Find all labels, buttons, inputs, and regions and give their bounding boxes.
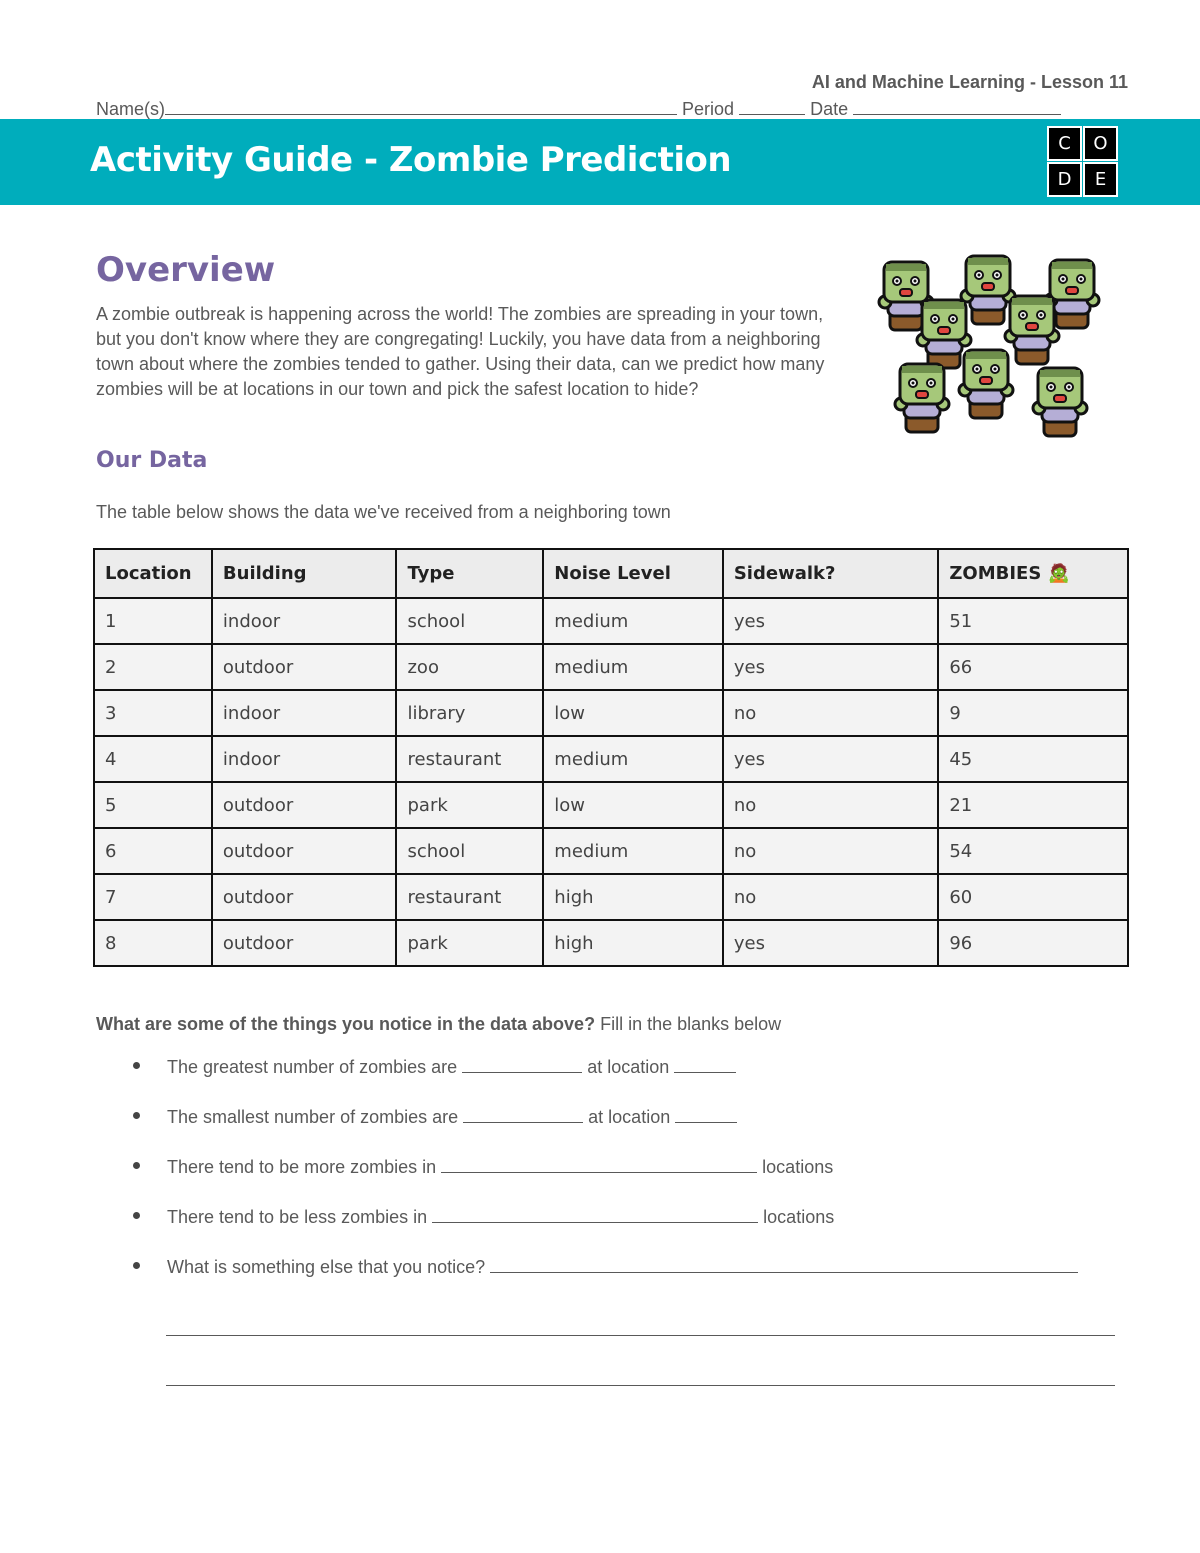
answer-blank[interactable] (441, 1154, 757, 1173)
cell-location: 4 (94, 736, 212, 782)
cell-sidewalk: yes (723, 644, 939, 690)
cell-zombies: 51 (938, 598, 1128, 644)
table-row (94, 690, 1128, 736)
logo-letter: E (1083, 162, 1118, 197)
bullet-icon (133, 1262, 140, 1269)
cell-location: 2 (94, 644, 212, 690)
cell-zombies: 54 (938, 828, 1128, 874)
header-zombies: ZOMBIES 🧟 (938, 549, 1128, 598)
cell-type: school (396, 598, 543, 644)
cell-zombies: 21 (938, 782, 1128, 828)
cell-zombies: 60 (938, 874, 1128, 920)
logo-letter: O (1083, 126, 1118, 161)
cell-location: 7 (94, 874, 212, 920)
cell-building: indoor (212, 598, 397, 644)
cell-sidewalk: no (723, 690, 939, 736)
bullet-icon (133, 1162, 140, 1169)
cell-building: outdoor (212, 644, 397, 690)
fill-text-b: at location (587, 1057, 670, 1077)
zombie-crowd-illustration (872, 250, 1104, 465)
answer-blank[interactable] (675, 1104, 737, 1123)
cell-type: zoo (396, 644, 543, 690)
answer-blank[interactable] (674, 1054, 736, 1073)
fill-text-b: locations (762, 1157, 834, 1177)
cell-location: 6 (94, 828, 212, 874)
overview-heading: Overview (96, 250, 276, 290)
fill-text-a: The greatest number of zombies are (167, 1057, 458, 1077)
cell-building: indoor (212, 690, 397, 736)
table-row (94, 598, 1128, 644)
list-item (130, 1204, 1078, 1254)
logo-letter: C (1047, 126, 1082, 161)
cell-sidewalk: no (723, 874, 939, 920)
list-item (130, 1054, 1078, 1104)
zombie-data-table (93, 548, 1129, 967)
table-row (94, 782, 1128, 828)
period-field[interactable] (739, 96, 805, 115)
fill-text-a: There tend to be less zombies in (167, 1207, 428, 1227)
table-row (94, 644, 1128, 690)
cell-type: restaurant (396, 736, 543, 782)
list-item (130, 1254, 1078, 1304)
page-title: Activity Guide - Zombie Prediction (90, 140, 732, 180)
lesson-label: AI and Machine Learning - Lesson 11 (811, 72, 1128, 92)
fill-text-b: locations (763, 1207, 835, 1227)
table-row (94, 828, 1128, 874)
bullet-icon (133, 1112, 140, 1119)
answer-line[interactable] (166, 1385, 1115, 1386)
answer-blank[interactable] (432, 1204, 758, 1223)
cell-zombies: 66 (938, 644, 1128, 690)
cell-zombies: 9 (938, 690, 1128, 736)
cell-noise: low (543, 690, 723, 736)
cell-sidewalk: yes (723, 736, 939, 782)
bullet-icon (133, 1212, 140, 1219)
header-location: Location (94, 549, 212, 598)
cell-noise: high (543, 920, 723, 966)
list-item (130, 1104, 1078, 1154)
our-data-intro: The table below shows the data we've received from a neighboring town (96, 502, 671, 522)
cell-type: park (396, 782, 543, 828)
answer-blank[interactable] (490, 1254, 1078, 1273)
cell-noise: medium (543, 644, 723, 690)
header-building: Building (212, 549, 397, 598)
bullet-icon (133, 1062, 140, 1069)
cell-sidewalk: yes (723, 598, 939, 644)
fill-text-a: What is something else that you notice? (167, 1257, 486, 1277)
cell-sidewalk: no (723, 782, 939, 828)
name-period-date-line (96, 96, 1106, 120)
table-header-row (94, 549, 1128, 598)
date-label: Date (810, 99, 849, 119)
fill-text-a: There tend to be more zombies in (167, 1157, 437, 1177)
table-row (94, 874, 1128, 920)
cell-zombies: 45 (938, 736, 1128, 782)
cell-noise: low (543, 782, 723, 828)
header-sidewalk: Sidewalk? (723, 549, 939, 598)
fill-text-a: The smallest number of zombies are (167, 1107, 459, 1127)
questions-prompt-bold: What are some of the things you notice in the data above? (96, 1014, 596, 1034)
cell-building: outdoor (212, 782, 397, 828)
header-noise-level: Noise Level (543, 549, 723, 598)
cell-location: 5 (94, 782, 212, 828)
name-label: Name(s) (96, 99, 166, 119)
table-row (94, 920, 1128, 966)
cell-building: outdoor (212, 828, 397, 874)
fill-in-list (130, 1054, 1078, 1304)
cell-building: outdoor (212, 874, 397, 920)
questions-prompt (96, 1014, 781, 1035)
cell-sidewalk: no (723, 828, 939, 874)
cell-type: restaurant (396, 874, 543, 920)
cell-building: outdoor (212, 920, 397, 966)
table-row (94, 736, 1128, 782)
cell-noise: medium (543, 828, 723, 874)
list-item (130, 1154, 1078, 1204)
date-field[interactable] (853, 96, 1061, 115)
answer-line[interactable] (166, 1335, 1115, 1336)
cell-type: park (396, 920, 543, 966)
cell-location: 8 (94, 920, 212, 966)
cell-location: 1 (94, 598, 212, 644)
answer-blank[interactable] (463, 1104, 583, 1123)
cell-building: indoor (212, 736, 397, 782)
cell-type: library (396, 690, 543, 736)
period-label: Period (682, 99, 735, 119)
name-field[interactable] (165, 96, 677, 115)
cell-location: 3 (94, 690, 212, 736)
overview-text: A zombie outbreak is happening across the world! The zombies are spreading in your town, but you don't know where they are congregating! Luckily, you have data from a neighboring town about where the zombies tended to gather. Using their data, can we predict how many zombies will be at locations in our town and pick the safest location to hide? (96, 304, 825, 399)
cell-noise: medium (543, 736, 723, 782)
cell-zombies: 96 (938, 920, 1128, 966)
code-logo (1047, 126, 1119, 198)
answer-blank[interactable] (462, 1054, 582, 1073)
fill-text-b: at location (588, 1107, 671, 1127)
logo-letter: D (1047, 162, 1082, 197)
cell-noise: high (543, 874, 723, 920)
cell-type: school (396, 828, 543, 874)
cell-sidewalk: yes (723, 920, 939, 966)
questions-prompt-rest: Fill in the blanks below (600, 1014, 782, 1034)
our-data-heading: Our Data (96, 448, 208, 473)
cell-noise: medium (543, 598, 723, 644)
header-type: Type (396, 549, 543, 598)
